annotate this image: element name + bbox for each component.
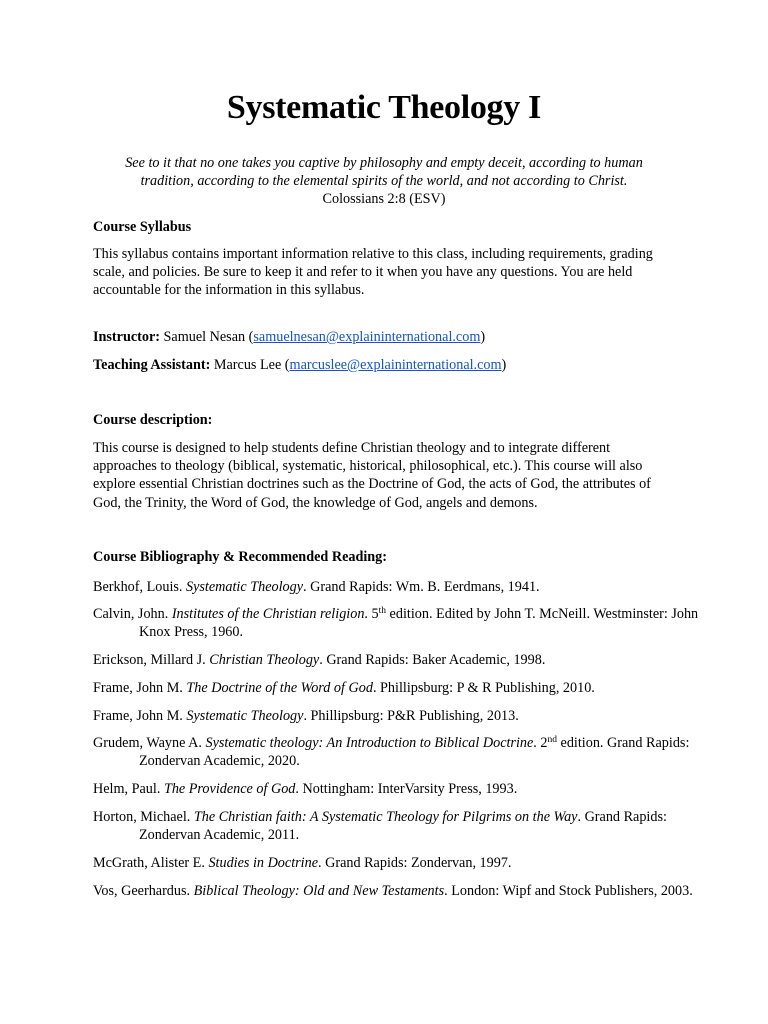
entry-superscript: nd: [547, 735, 557, 745]
entry-title: Systematic Theology: [186, 579, 304, 595]
bibliography-entry: [93, 605, 714, 641]
document-title: Systematic Theology I: [226, 89, 542, 126]
entry-details: . Grand Rapids: Zondervan Academic, 2011.: [139, 809, 667, 844]
instructor-paren-close: ): [480, 329, 486, 345]
bibliography-entry: [93, 707, 714, 725]
entry-details-continued: edition. Grand Rapids: Zondervan Academic, 2020.: [139, 735, 690, 770]
entry-author: Helm, Paul.: [93, 781, 164, 797]
entry-title: The Doctrine of the Word of God: [186, 680, 373, 696]
bibliography-entry: [93, 780, 714, 798]
instructor-email-link[interactable]: samuelnesan@explaininternational.com: [253, 329, 481, 345]
entry-details: . Phillipsburg: P&R Publishing, 2013.: [303, 708, 519, 724]
entry-author: Vos, Geerhardus.: [93, 883, 194, 899]
entry-details: . 2: [533, 735, 548, 751]
epigraph: [0, 154, 768, 208]
entry-author: Berkhof, Louis.: [93, 579, 186, 595]
assistant-name: Marcus Lee: [213, 357, 282, 373]
instructor-name: Samuel Nesan: [163, 329, 246, 345]
description-heading: Course description:: [93, 412, 213, 428]
epigraph-reference: Colossians 2:8 (ESV): [322, 191, 446, 207]
entry-details: . Grand Rapids: Zondervan, 1997.: [318, 855, 512, 871]
bibliography-entry: [93, 734, 714, 770]
assistant-label: Teaching Assistant:: [93, 357, 211, 373]
bibliography-entry: [93, 882, 714, 900]
bibliography-entry: [93, 854, 714, 872]
bibliography-entry: [93, 679, 714, 697]
entry-author: Horton, Michael.: [93, 809, 194, 825]
entry-title: Systematic theology: An Introduction to Biblical Doctrine: [205, 735, 534, 751]
bibliography-entry: [93, 808, 714, 844]
bibliography-entry: [93, 651, 714, 669]
entry-details: . London: Wipf and Stock Publishers, 2003.: [444, 883, 693, 899]
epigraph-quote-line-1: See to it that no one takes you captive by philosophy and empty deceit, according to human: [125, 155, 643, 171]
assistant-paren-close: ): [501, 357, 507, 373]
assistant-line: [93, 356, 673, 374]
entry-details: . 5: [364, 606, 379, 622]
syllabus-paragraph: This syllabus contains important information relative to this class, including requirements, grading scale, and policies. Be sure to keep it and refer to it when you have any questions. You are held accountable for the information in this syllabus.: [93, 246, 653, 299]
entry-title: Christian Theology: [209, 652, 320, 668]
epigraph-quote-line-2: tradition, according to the elemental spirits of the world, and not according to Christ.: [140, 173, 628, 189]
entry-details: . Nottingham: InterVarsity Press, 1993.: [295, 781, 518, 797]
assistant-paren-open: (: [284, 357, 290, 373]
entry-details: . Grand Rapids: Wm. B. Eerdmans, 1941.: [303, 579, 540, 595]
entry-details-continued: edition. Edited by John T. McNeill. Westminster: John Knox Press, 1960.: [139, 606, 699, 641]
entry-title: The Christian faith: A Systematic Theology for Pilgrims on the Way: [193, 809, 578, 825]
syllabus-heading: Course Syllabus: [93, 219, 192, 235]
entry-title: Systematic Theology: [186, 708, 304, 724]
entry-author: Frame, John M.: [93, 680, 187, 696]
entry-author: Erickson, Millard J.: [93, 652, 210, 668]
bibliography-heading: Course Bibliography & Recommended Reading:: [93, 549, 387, 565]
instructor-label: Instructor:: [93, 329, 160, 345]
assistant-email-link[interactable]: marcuslee@explaininternational.com: [289, 357, 502, 373]
entry-details: . Phillipsburg: P & R Publishing, 2010.: [372, 680, 595, 696]
entry-author: Frame, John M.: [93, 708, 187, 724]
entry-title: Institutes of the Christian religion: [171, 606, 365, 622]
entry-title: Biblical Theology: Old and New Testaments: [193, 883, 445, 899]
description-paragraph: This course is designed to help students define Christian theology and to integrate different approaches to theology (biblical, systematic, historical, philosophical, etc.). This course will also explore essential Christian doctrines such as the Doctrine of God, the acts of God, the attributes of God, the Trinity, the Word of God, the knowledge of God, angels and demons.: [93, 440, 651, 511]
entry-superscript: th: [378, 606, 386, 616]
entry-details: . Grand Rapids: Baker Academic, 1998.: [319, 652, 546, 668]
bibliography-entry: [93, 578, 714, 596]
entry-author: McGrath, Alister E.: [93, 855, 209, 871]
instructor-paren-open: (: [248, 329, 254, 345]
entry-title: The Providence of God: [163, 781, 296, 797]
entry-author: Calvin, John.: [93, 606, 172, 622]
entry-title: Studies in Doctrine: [208, 855, 318, 871]
entry-author: Grudem, Wayne A.: [93, 735, 206, 751]
instructor-line: [93, 328, 673, 346]
